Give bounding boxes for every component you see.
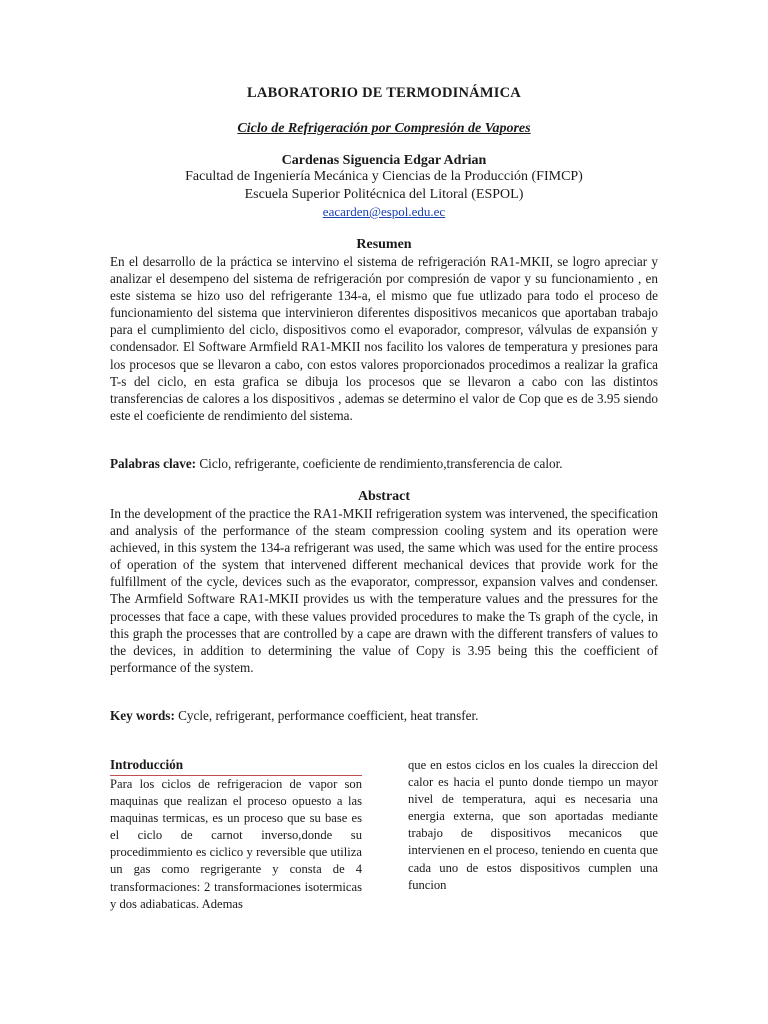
abstract-heading: Abstract: [357, 489, 411, 504]
key-words-text: Cycle, refrigerant, performance coefficient, heat transfer.: [178, 708, 479, 723]
affiliation-school: Escuela Superior Politécnica del Litoral (ESPOL): [244, 187, 524, 202]
introduccion-heading: Introducción: [110, 757, 362, 776]
author-email-link[interactable]: eacarden@espol.edu.ec: [322, 204, 446, 219]
resumen-heading: Resumen: [356, 237, 412, 252]
page-title: LABORATORIO DE TERMODINÁMICA: [247, 85, 521, 101]
author-name: Cardenas Siguencia Edgar Adrian: [281, 153, 487, 168]
affiliation-faculty: Facultad de Ingeniería Mecánica y Ciencias de la Producción (FIMCP): [185, 169, 583, 184]
palabras-clave-label: Palabras clave:: [110, 456, 197, 471]
introduccion-right-column: que en estos ciclos en los cuales la direccion del calor es hacia el punto donde tiempo un mayor nivel de temperatura, aqui es necesaria una energia externa, que son aportadas mediante trabajo de dispositivos mecanicos que intervienen en el proceso, teniendo en cuenta que cada uno de estos dispositivos cumplen una funcion: [408, 758, 658, 892]
introduccion-left-column: Para los ciclos de refrigeracion de vapor son maquinas que realizan el proceso opuesto a las maquinas termicas, es un proceso que su base es el ciclo de carnot inverso,donde su procedimmiento es ciclico y reversible que utiliza un gas como regrigerante y consta de 4 transformaciones: 2 transformaciones isotermicas y dos adiabaticas. Ademas: [110, 777, 362, 911]
key-words-label: Key words:: [110, 708, 175, 723]
abstract-body: In the development of the practice the RA1-MKII refrigeration system was intervened, the specification and analysis of the performance of the steam compression cooling system and its operation were achieved, in this system the 134-a refrigerant was used, the same which was used for the entire process of operation of the system that intervened different mechanical devices that provide work for the fulfillment of the cycle, devices such as the evaporator, compressor, expansion valves and condenser. The Armfield Software RA1-MKII provides us with the temperature values and the pressures for the processes that face a cape, with these values provided procedures to make the Ts graph of the cycle, in this graph the processes that are controlled by a cape are drawn with the different transfers of values to the devices, in addition to determining the value of Copy is 3.95 being this the coefficient of performance of the system.: [110, 506, 658, 675]
key-words-line: [110, 708, 658, 724]
paper-subtitle: Ciclo de Refrigeración por Compresión de Vapores: [237, 121, 531, 136]
resumen-body: En el desarrollo de la práctica se intervino el sistema de refrigeración RA1-MKII, se logro apreciar y analizar el desempeno del sistema de refrigeración por compresión de vapor y su funcionamiento , en este sistema se hizo uso del refrigerante 134-a, el mismo que fue utlizado para todo el proceso de funcionamiento del sistema que intervinieron diferentes dispositivos mecanicos que aportaban trabajo para el cumplimiento del ciclo, dispositivos como el evaporador, compresor, válvulas de expansión y condensador. El Software Armfield RA1-MKII nos facilito los valores de temperatura y presiones para los procesos que se llevaron a cabo, con estos valores proporcionados procedimos a realizar la grafica T-s del ciclo, en esta grafica se dibuja los procesos que se llevaron a cabo con las distintos transferencias de calores a los dispositivos , ademas se determino el valor de Cop que es de 3.95 siendo este el coeficiente de rendimiento del sistema.: [110, 254, 658, 423]
palabras-clave-text: Ciclo, refrigerante, coeficiente de rendimiento,transferencia de calor.: [199, 456, 563, 471]
palabras-clave-line: [110, 456, 658, 472]
